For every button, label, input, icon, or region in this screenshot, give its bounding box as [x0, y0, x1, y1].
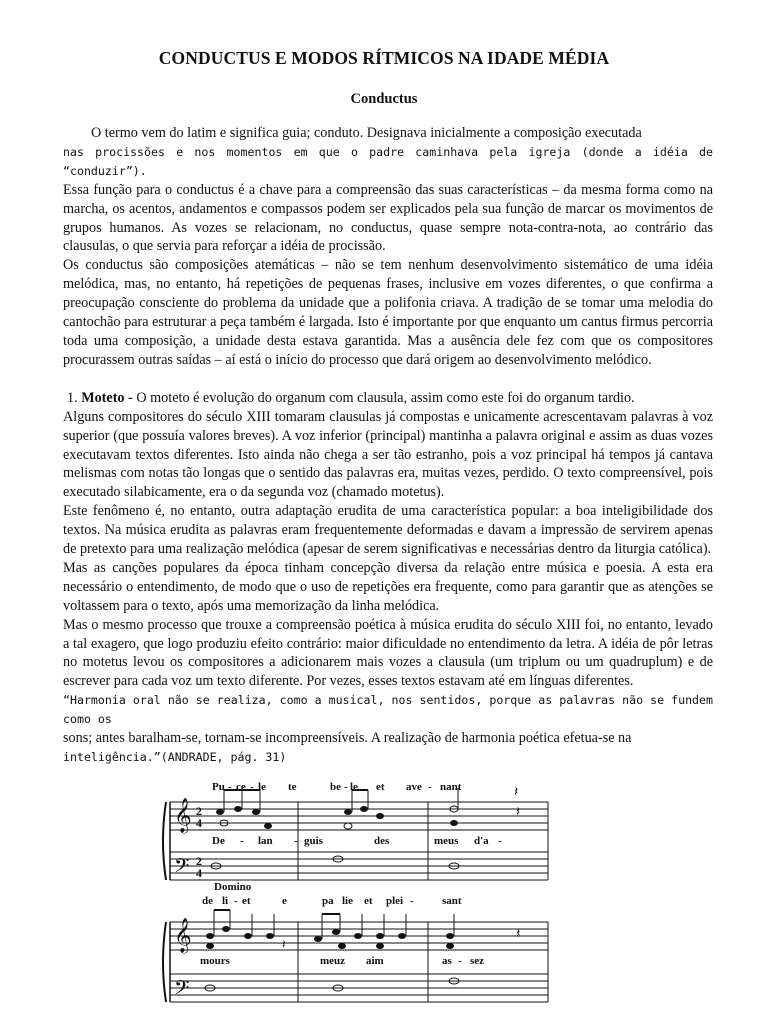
lyric-top-7: be	[330, 781, 341, 793]
paragraph-fenomeno: Este fenômeno é, no entanto, outra adaptação erudita de uma característica popular: a boa inteligibilidade dos textos. Na música erudita as palavras eram frequentemente deformadas e davam a impressão de servirem apenas de pretexto para uma realização melódica (apesar de serem significativas e necessárias dentro da liturgia católica).	[63, 503, 713, 558]
lyric2-top-4: et	[242, 895, 251, 907]
paragraph-processo: Mas o mesmo processo que trouxe a compreensão poética à música erudita do século XIII foi, no entanto, levado a tal exagero, que logo produziu efeito contrário: maior dificuldade no entendimento da letra. A idéia de pôr letras no motetus levou os compositores a adicionarem mais vozes a clausula (um triplum ou um quadruplum) e de escrever para cada voz um texto diferente. Por vezes, esses textos estavam até em línguas diferentes.	[63, 616, 713, 690]
paragraph-compositores: Alguns compositores do século XIII tomaram clausulas já compostas e unicamente acrescentavam palavras à voz superior (que possuía valores breves). A voz inferior (principal) mantinha a palavra original e assim as duas vozes executavam textos diferentes. Isto ainda não chega a ser tão estranho, pois a voz principal há tempos já cantava melismas com notas tão longas que o sentido das palavras era, muitas vezes, perdido. O texto compreensível, pois executado silabicamente, era o da segunda voz (chamado motetus).	[63, 408, 713, 501]
music-score-svg	[158, 772, 718, 1024]
lyric2-top-6: pa	[322, 895, 334, 907]
quote-end: inteligência.”	[63, 750, 161, 764]
quote-line1: “Harmonia oral não se realiza, como a musical, nos sentidos, porque as palavras não se fundem como os	[63, 693, 713, 727]
lyric2-mid-4: as	[442, 955, 452, 967]
list-item-heading: Moteto -	[81, 389, 133, 406]
lyric-top-10: et	[376, 781, 385, 793]
lyric-top-6: te	[288, 781, 297, 793]
lyric-mid-6: des	[374, 835, 390, 847]
list-item-moteto	[63, 389, 713, 408]
lyric2-mid-1: mours	[200, 955, 230, 967]
paragraph-intro-line2: nas procissões e nos momentos em que o padre caminhava pela igreja (donde a idéia de “conduzir”).	[63, 144, 713, 178]
lyric-top-8: -	[344, 781, 348, 793]
paragraph-cancoes: Mas as canções populares da época tinham concepção diversa da relação entre música e poesia. A esta era necessário o entendimento, de modo que o uso de repetições era frequente, como para garantir que as atenções se voltassem para o texto, após uma memorização da linha melódica.	[63, 559, 713, 614]
lyric2-top-3: -	[234, 895, 238, 907]
lyric2-top-5: e	[282, 895, 287, 907]
svg-text:𝄽: 𝄽	[516, 926, 521, 942]
lyric-top-3: ce	[236, 781, 246, 793]
svg-text:2: 2	[196, 854, 202, 868]
svg-text:𝄢: 𝄢	[174, 976, 190, 1004]
lyric2-mid-5: -	[458, 955, 462, 967]
lyric-top-1: Pu	[212, 781, 225, 793]
lyric-top-13: nant	[440, 781, 462, 793]
list-item-text: O moteto é evolução do organum com clausula, assim como este foi do organum tardio.	[136, 389, 635, 406]
lyric-top-5: le	[258, 781, 266, 793]
score-lyrics-2	[200, 881, 484, 967]
spacer	[63, 370, 713, 389]
lyric-mid-5: guis	[304, 835, 323, 847]
lyric2-top-11: sant	[442, 895, 462, 907]
lyric-top-11: ave	[406, 781, 422, 793]
svg-text:𝄽: 𝄽	[514, 784, 519, 800]
lyric2-top-8: et	[364, 895, 373, 907]
lyric-top-9: le	[350, 781, 358, 793]
quote-line2: sons; antes baralham-se, tornam-se incompreensíveis. A realização de harmonia poética efetua-se na	[63, 730, 632, 747]
quote-line3	[63, 748, 713, 767]
lyric2-top-1: de	[202, 895, 213, 907]
lyric2-top-10: -	[410, 895, 414, 907]
lyric-mid-4: -	[294, 835, 298, 847]
quote-citation: (ANDRADE, pág. 31)	[160, 750, 287, 764]
music-score	[158, 772, 718, 1024]
paragraph-intro-line1: O termo vem do latim e significa guia; conduto. Designava inicialmente a composição executada	[91, 125, 642, 141]
svg-text:4: 4	[196, 816, 202, 830]
lyric-top-4: -	[250, 781, 254, 793]
svg-text:𝄢: 𝄢	[174, 854, 190, 882]
paragraph-atematicas: Os conductus são composições atemáticas – não se tem nenhum desenvolvimento sistemático de uma idéia melódica, mas, no entanto, há repetições de pequenas frases, inclusive em vozes diferentes, o que confirma a preocupação consciente do problema da unidade que a polifonia criava. A tradição de se tomar uma melodia do cantochão para estruturar a peça também é largada. Isto é importante por que enquanto um cantus firmus percorria toda uma composição, a unidade desta estava garantida. Mas a ausência dele fez com que os compositores procurassem outras saídas – aí está o início do processo que dará origem ao desenvolvimento melódico.	[63, 257, 713, 368]
svg-text:𝄽: 𝄽	[282, 937, 286, 951]
lyric2-mid-3: aim	[366, 955, 384, 967]
section-subtitle: Conductus	[350, 91, 418, 107]
lyric-mid-1: De	[212, 835, 225, 847]
lyric2-mid-6: sez	[470, 955, 485, 967]
lyric-mid-9: -	[498, 835, 502, 847]
lyric-top-2: -	[228, 781, 232, 793]
svg-text:𝄞: 𝄞	[174, 798, 192, 833]
list-item-number: 1.	[67, 389, 78, 406]
lyric2-mid-2: meuz	[320, 955, 346, 967]
page-title: CONDUCTUS E MODOS RÍTMICOS NA IDADE MÉDIA	[158, 48, 610, 68]
svg-text:4: 4	[196, 866, 202, 880]
lyric-mid-7: meus	[434, 835, 459, 847]
lyric-mid-2: -	[240, 835, 244, 847]
svg-text:𝄞: 𝄞	[174, 918, 192, 953]
lyric-mid-3: lan	[258, 835, 273, 847]
document-body	[63, 124, 713, 767]
svg-text:𝄽: 𝄽	[516, 804, 521, 820]
lyric-top-12: -	[428, 781, 432, 793]
lyric2-top-7: lie	[342, 895, 353, 907]
lyric2-top-9: plei	[386, 895, 404, 907]
paragraph-intro-rest: Essa função para o conductus é a chave para a compreensão das suas características – da mesma forma como na marcha, os acentos, andamentos e compassos podem ser explicados pela sua função de marcar os movimentos de grupos humanos. As vozes se relacionam, no conductus, quase sempre nota-contra-nota, ao contrário das clausulas, o que servia para reforçar a idéia de procissão.	[63, 181, 713, 255]
tenor-label: Domino	[214, 881, 252, 893]
score-notes-1	[174, 784, 520, 882]
lyric2-top-2: li	[222, 895, 229, 907]
svg-text:2: 2	[196, 804, 202, 818]
lyric-mid-8: d'a	[474, 835, 489, 847]
